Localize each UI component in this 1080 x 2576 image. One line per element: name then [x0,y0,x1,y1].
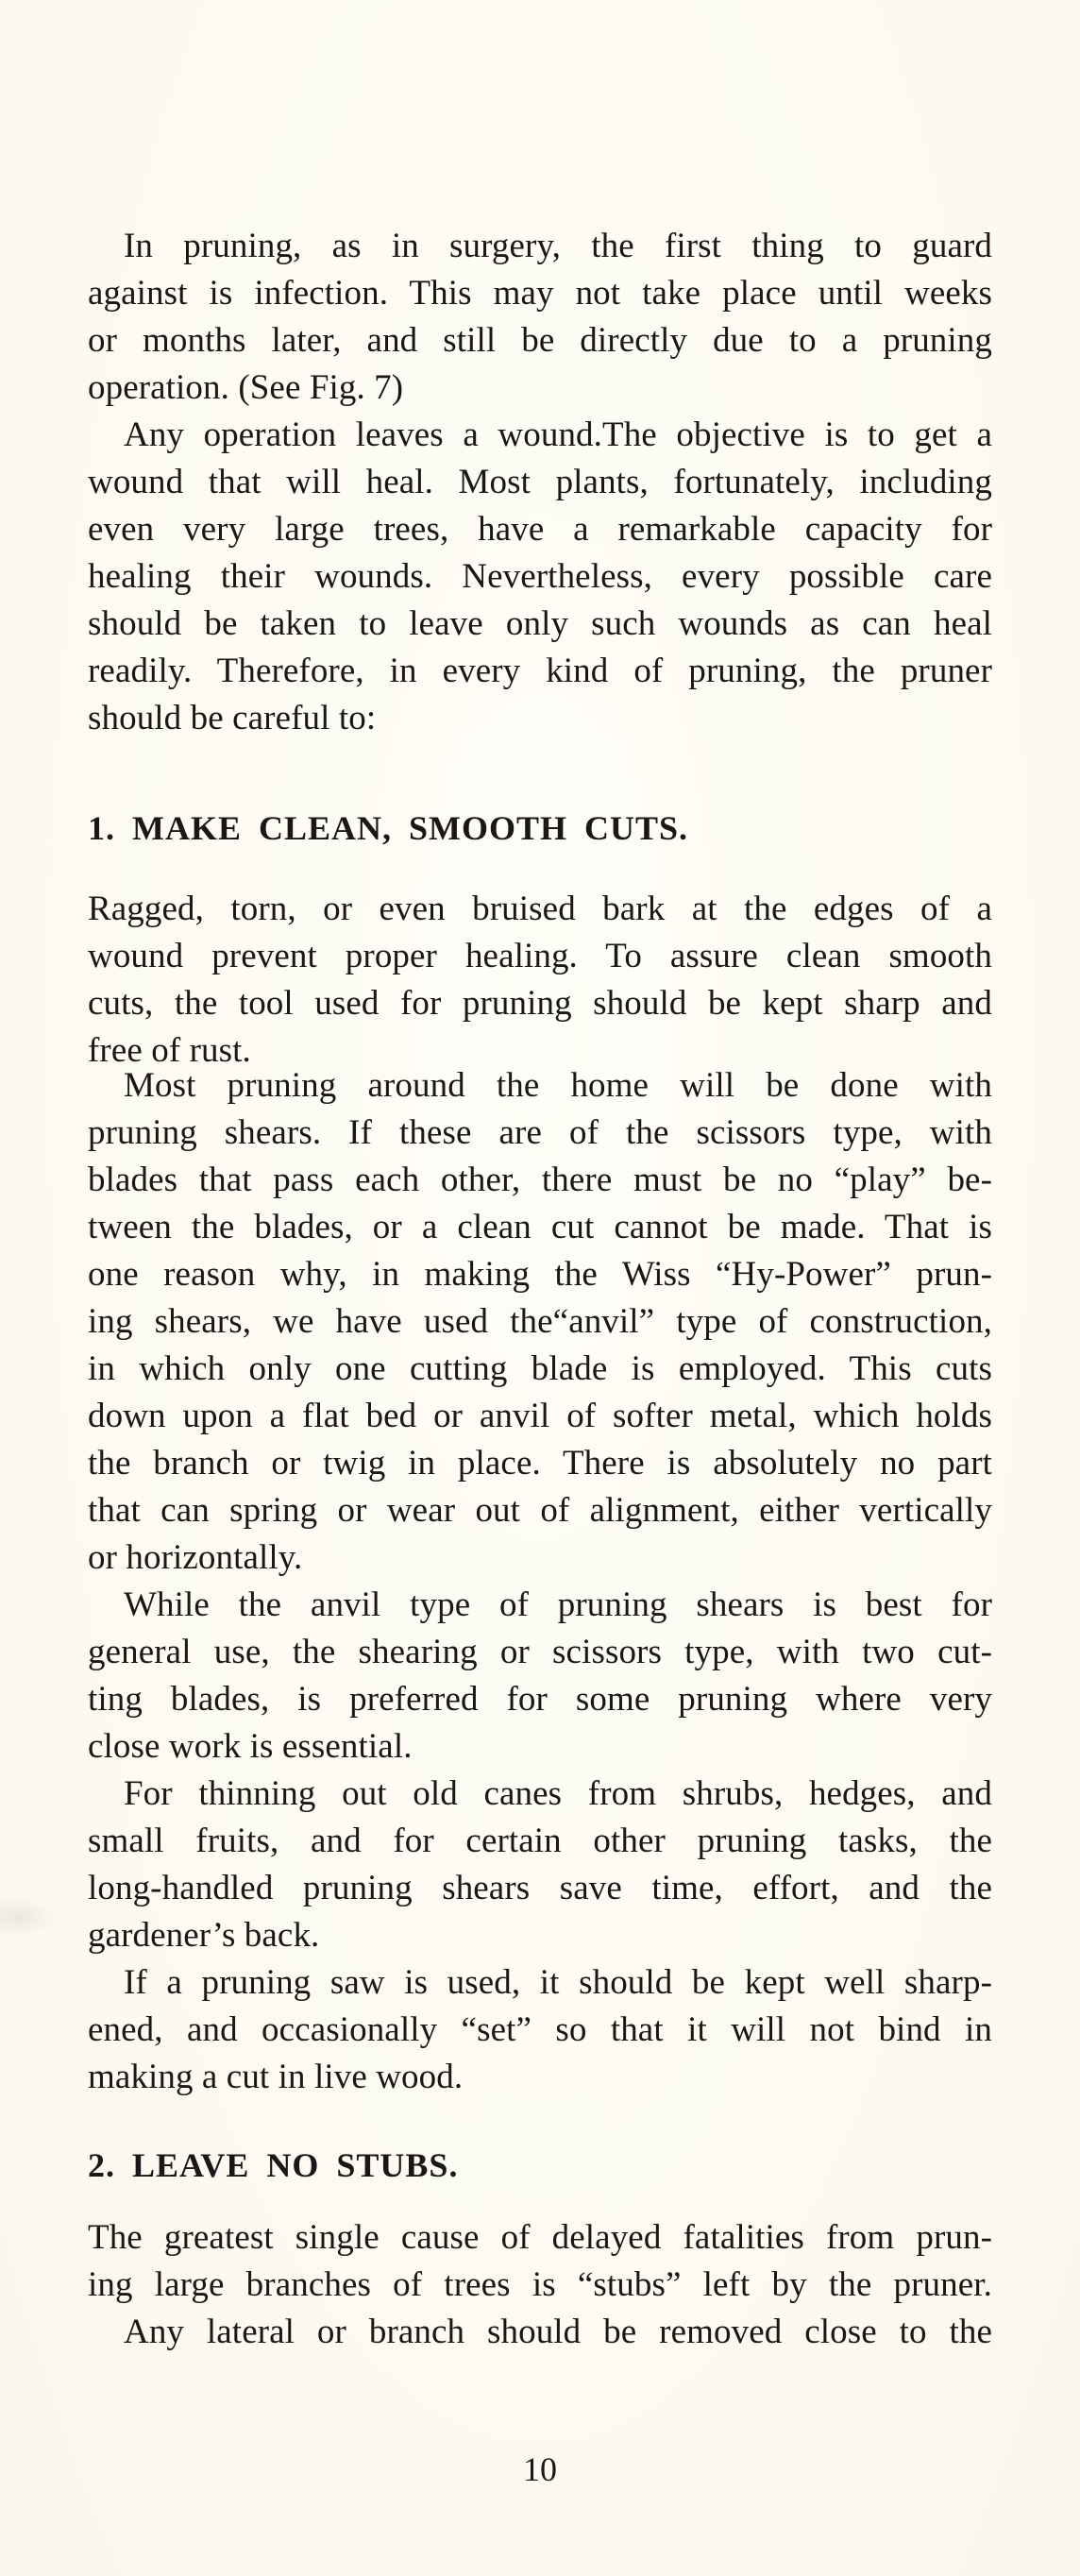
text-line: small fruits, and for certain other pruning tasks, the [88,1822,992,1860]
text-line: For thinning out old canes from shrubs, hedges, and [124,1774,992,1813]
text-line: gardener’s back. [88,1916,320,1955]
text-line: Any lateral or branch should be removed close to the [124,2313,992,2351]
text-line: ened, and occasionally “set” so that it will not bind in [88,2010,992,2049]
text-line: or months later, and still be directly due to a pruning [88,321,992,360]
text-line: Most pruning around the home will be done with [124,1066,992,1105]
text-line: that can spring or wear out of alignment, either vertically [88,1491,992,1530]
text-line: in which only one cutting blade is employed. This cuts [88,1349,992,1388]
text-line: wound prevent proper healing. To assure clean smooth [88,937,992,975]
text-line: In pruning, as in surgery, the first thing to guard [124,227,992,265]
text-line: tween the blades, or a clean cut cannot be made. That is [88,1208,992,1246]
section1-paragraph-3 [88,1582,992,1771]
text-line: even very large trees, have a remarkable capacity for [88,510,992,549]
text-line: making a cut in live wood. [88,2058,464,2096]
text-line: pruning shears. If these are of the scissors type, with [88,1113,992,1152]
scan-smudge [0,1898,57,1936]
text-line: If a pruning saw is used, it should be kept well sharp- [124,1963,992,2002]
text-line: the branch or twig in place. There is absolutely no part [88,1444,992,1483]
text-line: healing their wounds. Nevertheless, every possible care [88,557,992,596]
text-line: readily. Therefore, in every kind of pruning, the pruner [88,652,992,690]
text-line: down upon a flat bed or anvil of softer metal, which holds [88,1397,992,1435]
section-heading-2: 2. LEAVE NO STUBS. [88,2146,459,2184]
intro-paragraph-2 [88,412,992,742]
text-line: cuts, the tool used for pruning should be kept sharp and [88,984,992,1023]
text-line: ting blades, is preferred for some pruning where very [88,1680,992,1719]
text-line: one reason why, in making the Wiss “Hy-Power” prun- [88,1255,992,1294]
text-line: should be taken to leave only such wounds as can heal [88,604,992,643]
section1-paragraph-1 [88,886,992,1075]
intro-paragraph-1 [88,223,992,412]
section1-paragraph-5 [88,1959,992,2101]
text-line: long-handled pruning shears save time, effort, and the [88,1869,992,1907]
section1-paragraph-4 [88,1771,992,1959]
text-line: close work is essential. [88,1727,413,1766]
text-line: Any operation leaves a wound.The objective is to get a [124,415,992,454]
section2-paragraph-1 [88,2214,992,2309]
text-line: should be careful to: [88,699,377,737]
text-line: general use, the shearing or scissors type, with two cut- [88,1633,992,1671]
text-line: The greatest single cause of delayed fatalities from prun- [88,2218,992,2257]
text-line: ing shears, we have used the“anvil” type of construction, [88,1302,992,1341]
section-heading-1: 1. MAKE CLEAN, SMOOTH CUTS. [88,809,689,847]
text-line: against is infection. This may not take place until weeks [88,274,992,313]
text-line: Ragged, torn, or even bruised bark at the edges of a [88,890,992,928]
text-line: or horizontally. [88,1538,303,1577]
text-line: blades that pass each other, there must be no “play” be- [88,1161,992,1199]
text-line: While the anvil type of pruning shears is best for [124,1585,992,1624]
text-line: wound that will heal. Most plants, fortunately, including [88,463,992,501]
section1-paragraph-2 [88,1062,992,1582]
text-line: operation. (See Fig. 7) [88,368,404,407]
page-number: 10 [523,2450,557,2488]
text-line: free of rust. [88,1031,251,1070]
text-line: ing large branches of trees is “stubs” left by the pruner. [88,2265,992,2304]
section2-paragraph-2 [88,2309,992,2356]
